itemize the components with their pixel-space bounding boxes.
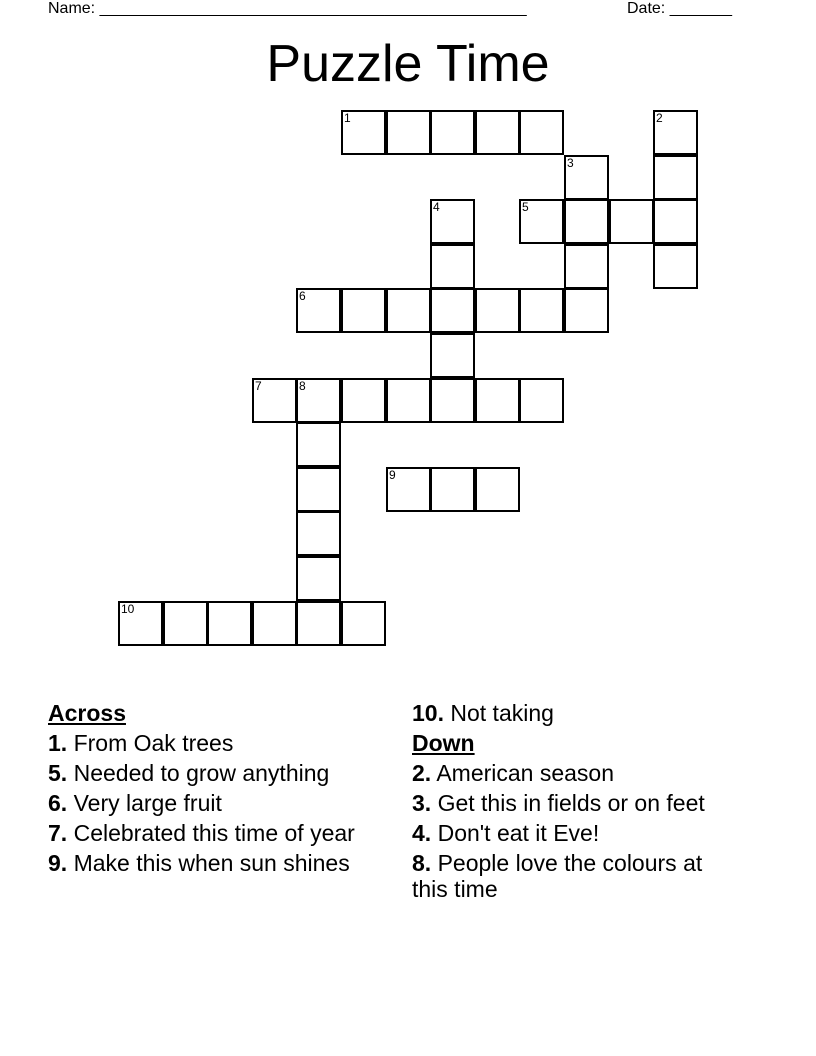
grid-cell[interactable] bbox=[653, 110, 698, 155]
grid-cell[interactable] bbox=[430, 333, 475, 378]
grid-cell[interactable] bbox=[341, 288, 386, 333]
grid-cell[interactable] bbox=[296, 288, 341, 333]
clue-across-10: 10. Not taking bbox=[412, 700, 554, 726]
cell-number: 8 bbox=[299, 379, 306, 393]
clue-across-6: 6. Very large fruit bbox=[48, 790, 222, 816]
grid-cell[interactable] bbox=[519, 378, 564, 423]
clue-across-9: 9. Make this when sun shines bbox=[48, 850, 350, 876]
cell-number: 4 bbox=[433, 200, 440, 214]
clue-down-2: 2. American season bbox=[412, 760, 615, 786]
grid-cell[interactable] bbox=[386, 110, 431, 155]
grid-cell[interactable] bbox=[475, 378, 520, 423]
grid-cell[interactable] bbox=[386, 467, 431, 512]
grid-cell[interactable] bbox=[475, 110, 520, 155]
grid-cell[interactable] bbox=[564, 155, 609, 200]
grid-cell[interactable] bbox=[430, 110, 475, 155]
grid-cell[interactable] bbox=[163, 601, 208, 646]
clue-across-5: 5. Needed to grow anything bbox=[48, 760, 330, 786]
grid-cell[interactable] bbox=[564, 288, 609, 333]
across-heading: Across bbox=[48, 700, 126, 726]
grid-cell[interactable] bbox=[564, 244, 609, 289]
cell-number: 1 bbox=[344, 111, 351, 125]
grid-cell[interactable] bbox=[430, 467, 475, 512]
grid-cell[interactable] bbox=[252, 601, 297, 646]
clue-down-4: 4. Don't eat it Eve! bbox=[412, 820, 600, 846]
grid-cell[interactable] bbox=[296, 601, 341, 646]
date-field[interactable]: Date: _______ bbox=[627, 0, 732, 17]
grid-cell[interactable] bbox=[341, 110, 386, 155]
cell-number: 2 bbox=[656, 111, 663, 125]
grid-cell[interactable] bbox=[296, 467, 341, 512]
grid-cell[interactable] bbox=[653, 155, 698, 200]
grid-cell[interactable] bbox=[252, 378, 297, 423]
grid-cell[interactable] bbox=[430, 378, 475, 423]
clue-across-7: 7. Celebrated this time of year bbox=[48, 820, 355, 846]
clues-column-left bbox=[48, 700, 378, 880]
grid-cell[interactable] bbox=[386, 288, 431, 333]
grid-cell[interactable] bbox=[296, 378, 341, 423]
grid-cell[interactable] bbox=[430, 244, 475, 289]
cell-number: 5 bbox=[522, 200, 529, 214]
grid-cell[interactable] bbox=[207, 601, 252, 646]
cell-number: 3 bbox=[567, 156, 574, 170]
grid-cell[interactable] bbox=[296, 511, 341, 556]
cell-number: 10 bbox=[121, 602, 135, 616]
clue-down-8: 8. People love the colours at this time bbox=[412, 850, 703, 902]
grid-cell[interactable] bbox=[296, 422, 341, 467]
grid-cell[interactable] bbox=[118, 601, 163, 646]
page-title: Puzzle Time bbox=[266, 35, 550, 93]
clues-column-right bbox=[412, 700, 732, 906]
grid-cell[interactable] bbox=[609, 199, 654, 244]
grid-cell[interactable] bbox=[475, 288, 520, 333]
grid-cell[interactable] bbox=[653, 199, 698, 244]
grid-cell[interactable] bbox=[341, 378, 386, 423]
clue-down-3: 3. Get this in fields or on feet bbox=[412, 790, 705, 816]
cell-number: 7 bbox=[255, 379, 262, 393]
grid-cell[interactable] bbox=[564, 199, 609, 244]
grid-cell[interactable] bbox=[296, 556, 341, 601]
cell-number: 6 bbox=[299, 289, 306, 303]
grid-cell[interactable] bbox=[519, 288, 564, 333]
cell-number: 9 bbox=[389, 468, 396, 482]
grid-cell[interactable] bbox=[430, 288, 475, 333]
grid-cell[interactable] bbox=[341, 601, 386, 646]
grid-cell[interactable] bbox=[475, 467, 520, 512]
grid-cell[interactable] bbox=[430, 199, 475, 244]
grid-cell[interactable] bbox=[519, 199, 564, 244]
grid-cell[interactable] bbox=[519, 110, 564, 155]
name-field[interactable]: Name: ________________________________________________ bbox=[48, 0, 527, 17]
grid-cell[interactable] bbox=[386, 378, 431, 423]
grid-cell[interactable] bbox=[653, 244, 698, 289]
down-heading: Down bbox=[412, 730, 475, 756]
clue-across-1: 1. From Oak trees bbox=[48, 730, 234, 756]
